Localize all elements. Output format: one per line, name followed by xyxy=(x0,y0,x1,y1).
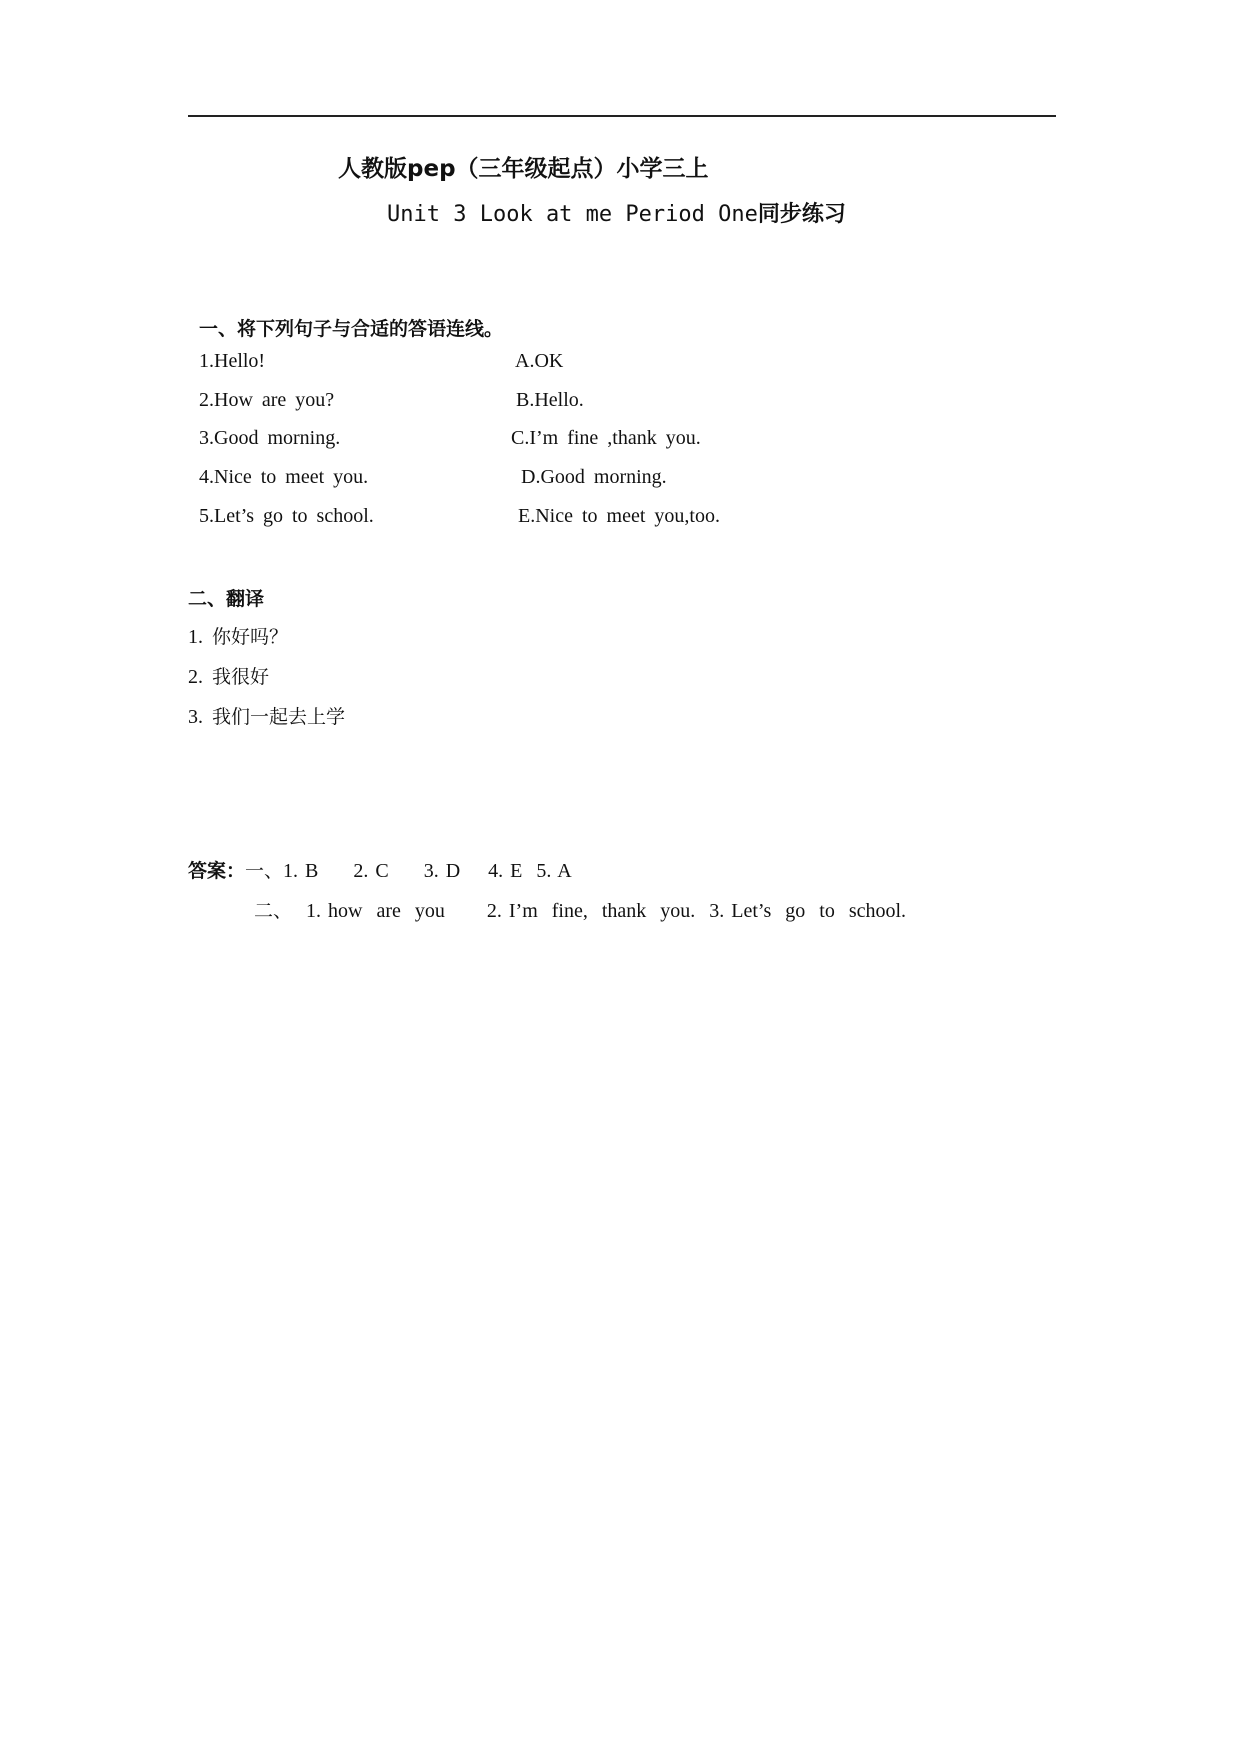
match-answer-b: B.Hello. xyxy=(516,389,584,411)
match-answer-a: A.OK xyxy=(515,350,564,372)
match-question-4: 4.Nice to meet you. xyxy=(199,466,369,488)
answers-part1: 1. B 2. C 3. D 4. E 5. A xyxy=(283,860,572,882)
translation-item-number: 3. xyxy=(188,706,203,728)
match-answer-d: D.Good morning. xyxy=(521,466,667,488)
answers-line-2 xyxy=(254,896,906,923)
translation-item-3 xyxy=(188,702,345,729)
translation-item-text: 我很好 xyxy=(212,666,270,688)
translation-item-number: 1. xyxy=(188,626,203,648)
match-question-1: 1.Hello! xyxy=(199,350,266,372)
header-rule xyxy=(188,115,1056,117)
match-answer-c: C.I’m fine ,thank you. xyxy=(511,427,701,449)
subtitle-chinese: 同步练习 xyxy=(757,202,846,227)
translation-item-number: 2. xyxy=(188,666,203,688)
answers-part2-prefix: 二、 xyxy=(254,900,293,922)
match-question-2: 2.How are you? xyxy=(199,389,335,411)
translation-item-2 xyxy=(188,662,269,689)
answers-part1-prefix: 一、 xyxy=(245,860,284,882)
page-subtitle xyxy=(387,197,846,228)
translation-item-text: 我们一起去上学 xyxy=(212,706,346,728)
match-question-5: 5.Let’s go to school. xyxy=(199,505,374,527)
answers-part2: 1. how are you 2. I’m fine, thank you. 3. Let’s go to school. xyxy=(292,900,907,922)
translation-item-1 xyxy=(188,622,288,649)
match-question-3: 3.Good morning. xyxy=(199,427,341,449)
subtitle-english: Unit 3 Look at me Period One xyxy=(387,202,758,227)
page-title: 人教版pep（三年级起点）小学三上 xyxy=(338,156,709,182)
section1-heading: 一、将下列句子与合适的答语连线。 xyxy=(199,318,504,340)
section2-heading: 二、翻译 xyxy=(188,588,265,610)
answers-line-1 xyxy=(188,856,572,883)
match-answer-e: E.Nice to meet you,too. xyxy=(518,505,720,527)
translation-item-text: 你好吗？ xyxy=(212,626,289,648)
answers-label: 答案： xyxy=(188,860,246,882)
